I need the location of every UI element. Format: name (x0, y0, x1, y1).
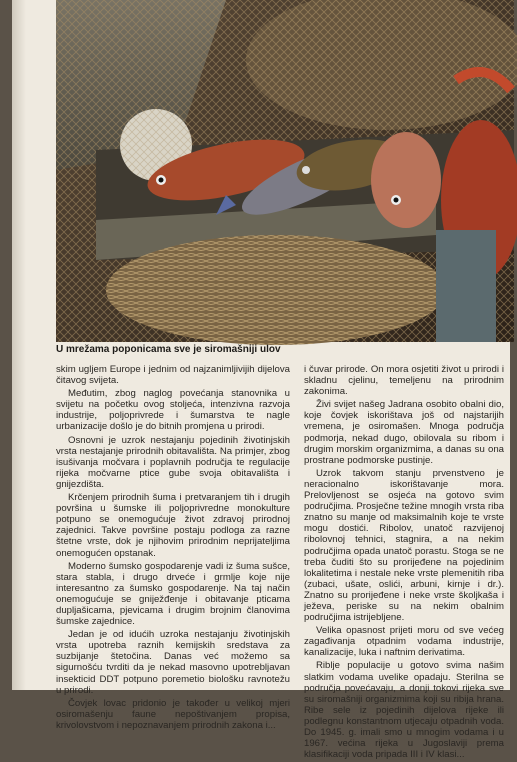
paragraph: Krčenjem prirodnih šuma i pretvaranjem tih i drugih površina u šumske ili poljoprivredne monokulture potpuno se onemogućuje život zdravoj prirodnoj zajednici. Takve površine postaju podloga za razne štetne vrste, dok je njihovim prirodnim neprijateljima onemogućen opstanak. (56, 492, 290, 559)
fish-photo-illustration (56, 0, 514, 342)
photo-caption: U mrežama poponicama sve je siromašniji ulov (56, 344, 281, 355)
paragraph: skim ugljem Europe i jednim od najzanimljivijih dijelova čitavog svijeta. (56, 364, 290, 387)
right-text-column (304, 364, 504, 762)
paragraph: Uzrok takvom stanju prvenstveno je neracionalno iskorištavanje mora. Prelovljenost se osjeća na gotovo svim područjima. Prosječne težine mnogih vrsta riba znatno su manje od maksimalnih koje te vrste mogu dostići. Ribolov, unatoč razvijenoj ribolovnoj tehnici, stagnira, a na nekim područjima opada unatoč porastu. Stoga se ne treba čuditi što su prorijeđene na pojedinim lokalitetima i nestale neke vrste plemenitih riba (zubaci, ušate, oslići, arbuni, kirnje i dr.). Znatno su prorijeđene i neke vrste školjkaša i ježeva, periske su na nekim obalnim područjima istrijebljene. (304, 467, 504, 624)
paragraph: Osnovni je uzrok nestajanju pojedinih životinjskih vrsta nestajanje prirodnih obitavališta. Na primjer, zbog isušivanja močvara i poplavnih područja te regulacije rijeka močvarne ptice gube svoja obitavališta i gnijezdišta. (56, 434, 290, 490)
paragraph: i čuvar prirode. On mora osjetiti život u prirodi i skladnu cjelinu, temeljenu na prirodnim zakonima. (304, 364, 504, 398)
paragraph: Međutim, zbog naglog povećanja stanovnika u svijetu na početku ovog stoljeća, intenzivna razvoja industrije, poljoprivrede i šumarstva te nagle urbanizacije došlo je do bitnih promjena u prirodi. (56, 388, 290, 433)
paragraph: Živi svijet našeg Jadrana osobito obalni dio, koje čovjek iskorištava još od najstarijih vremena, je osiromašen. Mnoga područja podmorja, nekad dugo, obilovala su ribom i drugim morskim organizmima, a danas su ona prostrane podmorske pustinje. (304, 399, 504, 466)
paragraph: Jedan je od idućih uzroka nestajanju životinjskih vrsta upotreba raznih kemijskih sredstava za suzbijanje štetočina. Danas već možemo sa sigurnošću tvrditi da je nekad masovno upotrebljavan insekticid DDT potpuno poremetio biološku ravnotežu u prirodi. (56, 629, 290, 696)
page-spine-shadow (12, 0, 26, 690)
paragraph: Čovjek lovac pridonio je također u velikoj mjeri osiromašenju faune nepoštivanjem propisa, krivolovstvom i nepoznavanjem prirodnih zakona i... (56, 697, 290, 731)
paragraph: Moderno šumsko gospodarenje vadi iz šuma sušce, stara stabla, i drugo drveće i grmlje koje nije interesantno za šumsko gospodarenje. Na taj način onemogućuje se gniježđenje i obitavanje pticama dupljašicama, pjevicama i drugim brojnim članovima šumske zajednice. (56, 560, 290, 628)
paragraph: Riblje populacije u gotovo svima našim slatkim vodama uvelike opadaju. Sterilna se područja povećavaju, a donji tokovi rijeka sve su siromašniji organizmima koji su ribija hrana. Ribe sele iz pojedinih dijelova rijeke ili podlegnu konstantnom utjecaju otpadnih voda. Do 1945. g. imali smo u mnogim vodama i u 1967. većina rijeka u Jugoslaviji prema klasifikaciji voda pripada III i IV klasi... (304, 660, 504, 761)
fish-catch-photo (56, 0, 514, 342)
left-text-column (56, 364, 290, 733)
paragraph: Velika opasnost prijeti moru od sve većeg zagađivanja otpadnim vodama industrije, kanalizacije, luka i naftnim derivatima. (304, 625, 504, 659)
book-page (12, 0, 510, 761)
